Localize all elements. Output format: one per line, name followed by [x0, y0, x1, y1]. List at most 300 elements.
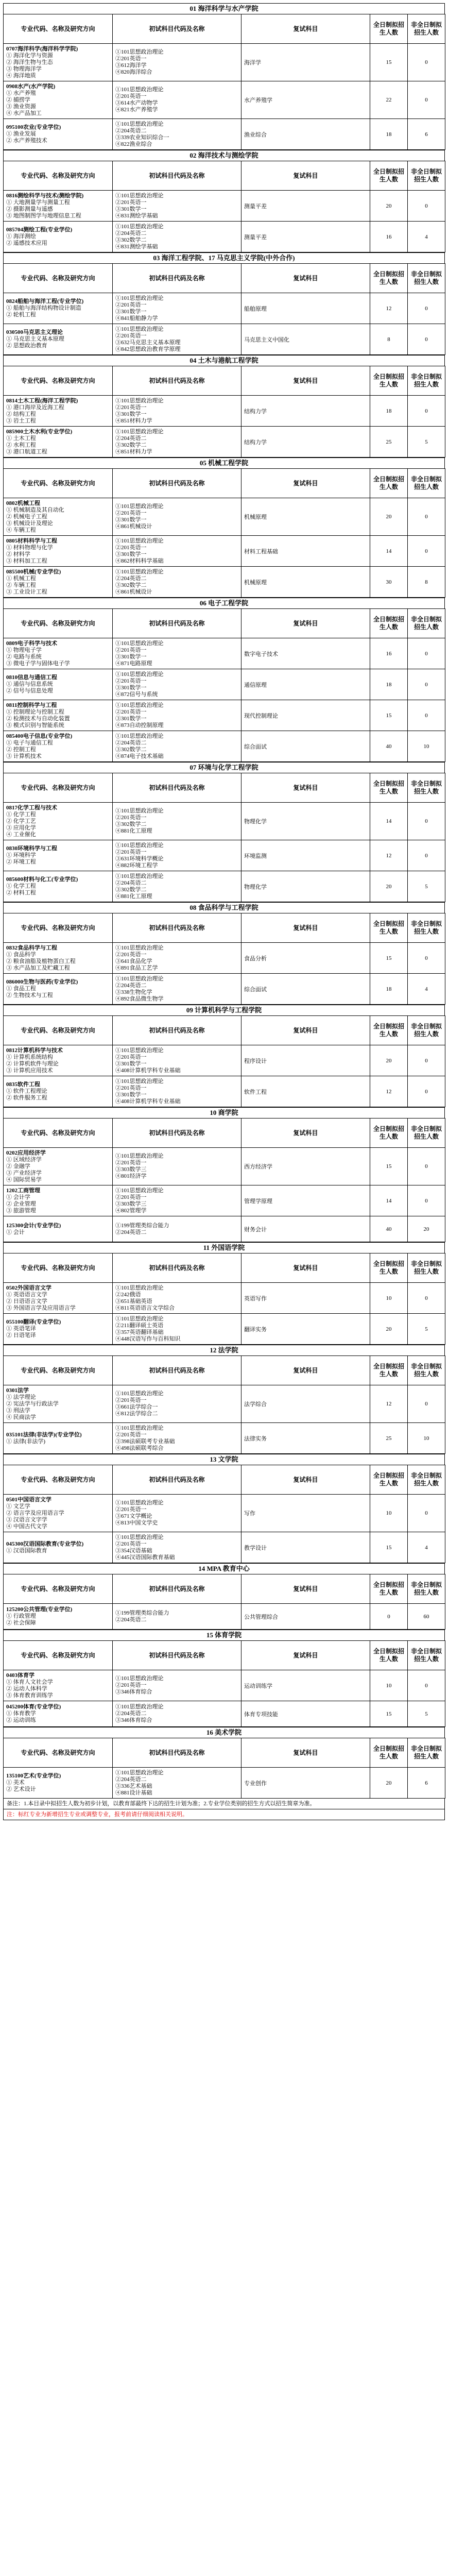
retest-cell: 测量平差 — [241, 222, 370, 252]
section-table — [3, 1253, 445, 1345]
exam-subject: ③671文学概论 — [115, 1513, 152, 1519]
header-retest: 复试科目 — [241, 469, 370, 498]
header-major: 专业代码、名称及研究方向 — [4, 264, 113, 293]
exam-subject: ③301数学一 — [115, 715, 147, 722]
header-exam: 初试科目代码及名称 — [113, 14, 241, 44]
research-direction: ① 食品工程 — [6, 986, 36, 992]
exam-subject: ④851材料力学 — [115, 417, 152, 424]
header-exam: 初试科目代码及名称 — [113, 1356, 241, 1385]
part-count: 60 — [408, 1604, 445, 1630]
retest-cell: 物理化学 — [241, 803, 370, 840]
section-title: 03 海洋工程学院、17 马克思主义学院(中外合作) — [3, 252, 445, 263]
exam-subject: ②201英语一 — [115, 93, 147, 99]
header-exam: 初试科目代码及名称 — [113, 161, 241, 191]
exam-subject: ②201英语一 — [115, 1540, 147, 1547]
section-title: 15 体育学院 — [3, 1630, 445, 1640]
exam-subject: ②201英语一 — [115, 544, 147, 551]
exam-cell — [113, 638, 241, 669]
retest-cell: 专业创作 — [241, 1768, 370, 1799]
section-table — [3, 1118, 445, 1242]
exam-subject: ①101思想政治理论 — [115, 326, 164, 332]
research-direction: ③ 水产品加工及贮藏工程 — [6, 964, 70, 971]
section-table — [3, 773, 445, 902]
section-title: 05 机械工程学院 — [3, 457, 445, 468]
exam-cell — [113, 669, 241, 700]
exam-cell — [113, 498, 241, 536]
research-direction: ① 法学理论 — [6, 1394, 36, 1400]
header-plan: 全日制拟招生人数 — [370, 1016, 408, 1045]
section-table — [3, 1015, 445, 1107]
plan-count: 15 — [370, 700, 408, 731]
header-retest: 复试科目 — [241, 1641, 370, 1670]
section-title: 02 海洋技术与测绘学院 — [3, 150, 445, 161]
exam-subject: ②242俄语 — [115, 1291, 141, 1298]
section-title: 07 环境与化学工程学院 — [3, 762, 445, 773]
table-row — [4, 1768, 445, 1799]
exam-subject: ②201英语一 — [115, 647, 147, 653]
part-count: 0 — [408, 1283, 445, 1314]
section-title: 09 计算机科学与工程学院 — [3, 1005, 445, 1015]
major-cell — [4, 871, 113, 902]
retest-cell: 软件工程 — [241, 1076, 370, 1107]
research-direction: ② 水利工程 — [6, 442, 36, 448]
header-exam: 初试科目代码及名称 — [113, 1641, 241, 1670]
major-name: 0816测绘科学与技术(测绘学院) — [6, 192, 84, 199]
part-count: 0 — [408, 638, 445, 669]
research-direction: ① 法律(非法学) — [6, 1438, 46, 1445]
exam-subject: ④831测绘学基础 — [115, 212, 158, 219]
header-retest: 复试科目 — [241, 264, 370, 293]
header-major: 专业代码、名称及研究方向 — [4, 1465, 113, 1495]
exam-subject: ②204英语二 — [115, 230, 147, 236]
exam-cell — [113, 974, 241, 1005]
section-table — [3, 468, 445, 598]
table-row — [4, 1045, 445, 1076]
research-direction: ① 机械制造及其自动化 — [6, 506, 64, 513]
table-row — [4, 81, 445, 119]
major-cell — [4, 1283, 113, 1314]
major-cell — [4, 1604, 113, 1630]
research-direction: ① 材料物理与化学 — [6, 544, 53, 551]
part-count: 4 — [408, 1532, 445, 1563]
research-direction: ② 捕捞学 — [6, 96, 30, 103]
retest-cell: 翻译实务 — [241, 1314, 370, 1345]
research-direction: ③ 港口航道工程 — [6, 448, 47, 455]
exam-subject: ①101思想政治理论 — [115, 842, 164, 849]
plan-count: 25 — [370, 1423, 408, 1454]
major-cell — [4, 1216, 113, 1242]
exam-cell — [113, 1532, 241, 1563]
exam-subject: ①101思想政治理论 — [115, 192, 164, 199]
part-count: 0 — [408, 803, 445, 840]
major-name: 125300会计(专业学位) — [6, 1222, 61, 1229]
retest-cell: 马克思主义中国化 — [241, 324, 370, 355]
part-count: 5 — [408, 1701, 445, 1727]
exam-cell — [113, 1670, 241, 1701]
research-direction: ① 化学工程 — [6, 811, 36, 818]
header-part: 非全日制拟招生人数 — [408, 469, 445, 498]
research-direction: ① 海洋化学与资源 — [6, 52, 53, 59]
research-direction: ① 港口海岸及近海工程 — [6, 404, 64, 411]
major-cell — [4, 1495, 113, 1532]
plan-count: 20 — [370, 191, 408, 222]
retest-cell: 法学综合 — [241, 1385, 370, 1423]
exam-subject: ④822渔业综合 — [115, 141, 152, 147]
header-exam: 初试科目代码及名称 — [113, 609, 241, 638]
major-name: 086000生物与医药(专业学位) — [6, 979, 78, 985]
exam-subject: ③301数学一 — [115, 551, 147, 557]
part-count: 0 — [408, 1045, 445, 1076]
table-row — [4, 536, 445, 567]
research-direction: ② 运动训练 — [6, 1717, 36, 1723]
research-direction: ③ 计算机技术 — [6, 753, 42, 759]
exam-subject: ②204英语二 — [115, 435, 147, 442]
exam-cell — [113, 1185, 241, 1216]
plan-count: 15 — [370, 1532, 408, 1563]
research-direction: ② 机械电子工程 — [6, 513, 47, 520]
header-retest: 复试科目 — [241, 609, 370, 638]
exam-subject: ④861机械设计 — [115, 523, 152, 530]
major-cell — [4, 1314, 113, 1345]
research-direction: ① 环境科学 — [6, 852, 36, 858]
exam-subject: ③346体育综合 — [115, 1689, 152, 1695]
plan-count: 15 — [370, 44, 408, 81]
exam-subject: ②201英语一 — [115, 1397, 147, 1403]
header-part: 非全日制拟招生人数 — [408, 14, 445, 44]
plan-count: 10 — [370, 1670, 408, 1701]
major-name: 085600材料与化工(专业学位) — [6, 876, 78, 883]
major-cell — [4, 1076, 113, 1107]
exam-subject: ③301数学一 — [115, 206, 147, 212]
admission-catalog — [3, 3, 445, 1820]
table-row — [4, 498, 445, 536]
major-name: 045300汉语国际教育(专业学位) — [6, 1540, 84, 1547]
table-row — [4, 803, 445, 840]
header-part: 非全日制拟招生人数 — [408, 1016, 445, 1045]
exam-subject: ④892食品微生物学 — [115, 995, 164, 1002]
table-row — [4, 1283, 445, 1314]
major-cell — [4, 1045, 113, 1076]
exam-subject: ③346体育综合 — [115, 1717, 152, 1723]
exam-cell — [113, 731, 241, 762]
exam-cell — [113, 567, 241, 598]
plan-count: 18 — [370, 669, 408, 700]
exam-subject: ①101思想政治理论 — [115, 503, 164, 510]
header-exam: 初试科目代码及名称 — [113, 1738, 241, 1768]
major-name: 0814土木工程(海洋工程学院) — [6, 397, 78, 404]
exam-subject: ③301数学一 — [115, 517, 147, 523]
exam-subject: ②201英语一 — [115, 332, 147, 339]
exam-subject: ①101思想政治理论 — [115, 1187, 164, 1194]
header-row — [4, 609, 445, 638]
header-row — [4, 773, 445, 803]
table-row — [4, 871, 445, 902]
section-title: 04 土木与港航工程学院 — [3, 355, 445, 366]
header-plan: 全日制拟招生人数 — [370, 609, 408, 638]
plan-count: 18 — [370, 974, 408, 1005]
table-row — [4, 1076, 445, 1107]
research-direction: ③ 模式识别与智能系统 — [6, 722, 64, 728]
plan-count: 20 — [370, 1314, 408, 1345]
research-direction: ③ 应用化学 — [6, 824, 36, 831]
major-cell — [4, 119, 113, 150]
exam-cell — [113, 324, 241, 355]
retest-cell: 财务会计 — [241, 1216, 370, 1242]
header-part: 非全日制拟招生人数 — [408, 161, 445, 191]
header-major: 专业代码、名称及研究方向 — [4, 161, 113, 191]
retest-cell: 结构力学 — [241, 427, 370, 457]
research-direction: ② 车辆工程 — [6, 582, 36, 588]
table-row — [4, 1532, 445, 1563]
exam-subject: ①199管理类综合能力 — [115, 1609, 169, 1616]
retest-cell: 结构力学 — [241, 396, 370, 427]
retest-cell: 体育专项技能 — [241, 1701, 370, 1727]
exam-subject: ②204英语二 — [115, 1616, 147, 1623]
exam-subject: ④801经济学 — [115, 1173, 147, 1179]
part-count: 0 — [408, 293, 445, 324]
exam-subject: ①101思想政治理论 — [115, 1769, 164, 1776]
plan-count: 15 — [370, 943, 408, 974]
exam-subject: ④498法硕联考综合 — [115, 1445, 164, 1451]
major-name: 0832食品科学与工程 — [6, 944, 57, 951]
exam-cell — [113, 1604, 241, 1630]
table-row — [4, 1216, 445, 1242]
header-retest: 复试科目 — [241, 1738, 370, 1768]
header-row — [4, 1118, 445, 1148]
plan-count: 22 — [370, 81, 408, 119]
header-part: 非全日制拟招生人数 — [408, 1253, 445, 1283]
research-direction: ① 控制理论与控制工程 — [6, 708, 64, 715]
exam-cell — [113, 536, 241, 567]
exam-cell — [113, 1076, 241, 1107]
exam-subject: ①101思想政治理论 — [115, 49, 164, 55]
exam-subject: ③301数学一 — [115, 308, 147, 315]
research-direction: ③ 材料加工工程 — [6, 557, 47, 564]
part-count: 5 — [408, 427, 445, 457]
plan-count: 25 — [370, 427, 408, 457]
header-plan: 全日制拟招生人数 — [370, 264, 408, 293]
header-part: 非全日制拟招生人数 — [408, 1641, 445, 1670]
major-cell — [4, 731, 113, 762]
research-direction: ② 信号与信息处理 — [6, 688, 53, 694]
research-direction: ② 化学工艺 — [6, 818, 36, 824]
exam-subject: ②201英语一 — [115, 404, 147, 411]
exam-subject: ④881设计基础 — [115, 1789, 152, 1796]
plan-count: 20 — [370, 1045, 408, 1076]
header-major: 专业代码、名称及研究方向 — [4, 1356, 113, 1385]
research-direction: ③ 产业经济学 — [6, 1170, 42, 1176]
research-direction: ③ 刑法学 — [6, 1407, 30, 1414]
exam-subject: ①101思想政治理论 — [115, 640, 164, 647]
exam-subject: ①101思想政治理论 — [115, 1425, 164, 1431]
exam-subject: ③303数学三 — [115, 1200, 147, 1207]
header-row — [4, 14, 445, 44]
section-table — [3, 263, 445, 355]
table-row — [4, 700, 445, 731]
retest-cell: 管理学原理 — [241, 1185, 370, 1216]
major-name: 0817化学工程与技术 — [6, 804, 57, 811]
part-count: 20 — [408, 1216, 445, 1242]
exam-subject: ④861机械设计 — [115, 588, 152, 595]
header-exam: 初试科目代码及名称 — [113, 1574, 241, 1604]
research-direction: ① 美术 — [6, 1780, 25, 1786]
header-retest: 复试科目 — [241, 773, 370, 803]
exam-subject: ③301数学一 — [115, 1091, 147, 1098]
exam-subject: ④813中国文学史 — [115, 1520, 158, 1526]
header-row — [4, 264, 445, 293]
research-direction: ① 电子与通信工程 — [6, 739, 53, 746]
section-title: 13 文学院 — [3, 1454, 445, 1465]
exam-subject: ④841船舶静力学 — [115, 315, 158, 321]
part-count: 0 — [408, 669, 445, 700]
part-count: 0 — [408, 191, 445, 222]
major-cell — [4, 1532, 113, 1563]
header-major: 专业代码、名称及研究方向 — [4, 1016, 113, 1045]
header-major: 专业代码、名称及研究方向 — [4, 1118, 113, 1148]
exam-subject: ④872信号与系统 — [115, 691, 158, 698]
exam-subject: ③302数学二 — [115, 582, 147, 588]
exam-cell — [113, 871, 241, 902]
exam-subject: ②201英语一 — [115, 1194, 147, 1200]
research-direction: ③ 机械设计及理论 — [6, 520, 53, 527]
major-name: 045200体育(专业学位) — [6, 1704, 61, 1710]
exam-subject: ①101思想政治理论 — [115, 1675, 164, 1682]
header-part: 非全日制拟招生人数 — [408, 264, 445, 293]
table-row — [4, 840, 445, 871]
research-direction: ② 水产养殖技术 — [6, 138, 47, 144]
exam-subject: ②201英语一 — [115, 1160, 147, 1166]
exam-subject: ④871电路原理 — [115, 660, 152, 667]
exam-subject: ④862材料科学基础 — [115, 557, 164, 564]
header-row — [4, 1465, 445, 1495]
research-direction: ③ 旅游管理 — [6, 1207, 36, 1214]
part-count: 0 — [408, 81, 445, 119]
major-name: 0501中国语言文学 — [6, 1496, 51, 1503]
retest-cell: 写作 — [241, 1495, 370, 1532]
research-direction: ① 机械工程 — [6, 575, 36, 582]
table-row — [4, 427, 445, 457]
exam-subject: ①101思想政治理论 — [115, 1078, 164, 1084]
exam-cell — [113, 1423, 241, 1454]
exam-subject: ①101思想政治理论 — [115, 1704, 164, 1710]
exam-subject: ④408计算机学科专业基础 — [115, 1067, 181, 1074]
exam-cell — [113, 81, 241, 119]
header-exam: 初试科目代码及名称 — [113, 469, 241, 498]
exam-subject: ①101思想政治理论 — [115, 537, 164, 544]
exam-cell — [113, 840, 241, 871]
major-name: 0301法学 — [6, 1387, 29, 1394]
header-major: 专业代码、名称及研究方向 — [4, 366, 113, 396]
major-name: 0502外国语言文学 — [6, 1284, 51, 1291]
exam-subject: ①101思想政治理论 — [115, 733, 164, 739]
plan-count: 18 — [370, 396, 408, 427]
part-count: 0 — [408, 1185, 445, 1216]
section-title: 10 商学院 — [3, 1107, 445, 1118]
major-cell — [4, 803, 113, 840]
part-count: 0 — [408, 1670, 445, 1701]
table-row — [4, 1385, 445, 1423]
major-cell — [4, 293, 113, 324]
section-table — [3, 1738, 445, 1799]
header-row — [4, 1738, 445, 1768]
part-count: 8 — [408, 567, 445, 598]
exam-subject: ④873自动控制原理 — [115, 722, 164, 728]
exam-subject: ③354汉语基础 — [115, 1547, 152, 1554]
exam-subject: ①199管理类综合能力 — [115, 1222, 169, 1229]
header-part: 非全日制拟招生人数 — [408, 609, 445, 638]
exam-subject: ③632马克思主义基本原理 — [115, 339, 181, 346]
exam-cell — [113, 803, 241, 840]
exam-subject: ①101思想政治理论 — [115, 1315, 164, 1322]
research-direction: ② 材料学 — [6, 551, 30, 557]
research-direction: ② 金融学 — [6, 1163, 30, 1170]
footnote-red: 注：标红专业为新增招生专业或调整专业，报考前请仔细阅读相关说明。 — [3, 1809, 445, 1820]
exam-subject: ③338生物化学 — [115, 989, 152, 995]
header-row — [4, 1253, 445, 1283]
retest-cell: 西方经济学 — [241, 1148, 370, 1185]
exam-subject: ③641食品化学 — [115, 958, 152, 964]
major-name: 035101法律(非法学)(专业学位) — [6, 1431, 82, 1438]
retest-cell: 综合面试 — [241, 974, 370, 1005]
header-major: 专业代码、名称及研究方向 — [4, 1641, 113, 1670]
plan-count: 12 — [370, 840, 408, 871]
section-table — [3, 913, 445, 1005]
exam-subject: ①101思想政治理论 — [115, 568, 164, 575]
research-direction: ② 计算机软件与理论 — [6, 1060, 59, 1067]
research-direction: ① 行政管理 — [6, 1613, 36, 1619]
part-count: 0 — [408, 44, 445, 81]
header-row — [4, 1641, 445, 1670]
research-direction: ② 生物技术与工程 — [6, 992, 53, 998]
exam-subject: ②201英语一 — [115, 708, 147, 715]
research-direction: ① 英语笔译 — [6, 1326, 36, 1332]
exam-subject: ①101思想政治理论 — [115, 428, 164, 435]
exam-subject: ④445汉语国际教育基础 — [115, 1554, 175, 1561]
section-table — [3, 1574, 445, 1630]
exam-subject: ①101思想政治理论 — [115, 295, 164, 301]
major-name: 055100翻译(专业学位) — [6, 1319, 61, 1325]
major-cell — [4, 1185, 113, 1216]
part-count: 4 — [408, 222, 445, 252]
header-retest: 复试科目 — [241, 1253, 370, 1283]
exam-cell — [113, 119, 241, 150]
exam-subject: ②204英语二 — [115, 575, 147, 582]
research-direction: ① 体育人文社会学 — [6, 1679, 53, 1685]
research-direction: ③ 地图制图学与地理信息工程 — [6, 212, 81, 219]
header-major: 专业代码、名称及研究方向 — [4, 609, 113, 638]
exam-subject: ①101思想政治理论 — [115, 808, 164, 814]
exam-cell — [113, 1768, 241, 1799]
exam-subject: ②201英语一 — [115, 849, 147, 855]
retest-cell: 公共管理综合 — [241, 1604, 370, 1630]
exam-subject: ①101思想政治理论 — [115, 1500, 164, 1506]
research-direction: ① 软件工程理论 — [6, 1088, 47, 1094]
exam-subject: ③301数学一 — [115, 653, 147, 660]
research-direction: ④ 工业催化 — [6, 831, 36, 838]
header-major: 专业代码、名称及研究方向 — [4, 773, 113, 803]
retest-cell: 机械原理 — [241, 567, 370, 598]
exam-subject: ④820海洋综合 — [115, 69, 152, 75]
exam-cell — [113, 1148, 241, 1185]
exam-subject: ①101思想政治理论 — [115, 873, 164, 879]
header-retest: 复试科目 — [241, 1356, 370, 1385]
table-row — [4, 293, 445, 324]
header-retest: 复试科目 — [241, 913, 370, 943]
table-row — [4, 324, 445, 355]
plan-count: 15 — [370, 1148, 408, 1185]
exam-subject: ①101思想政治理论 — [115, 944, 164, 951]
header-exam: 初试科目代码及名称 — [113, 1118, 241, 1148]
